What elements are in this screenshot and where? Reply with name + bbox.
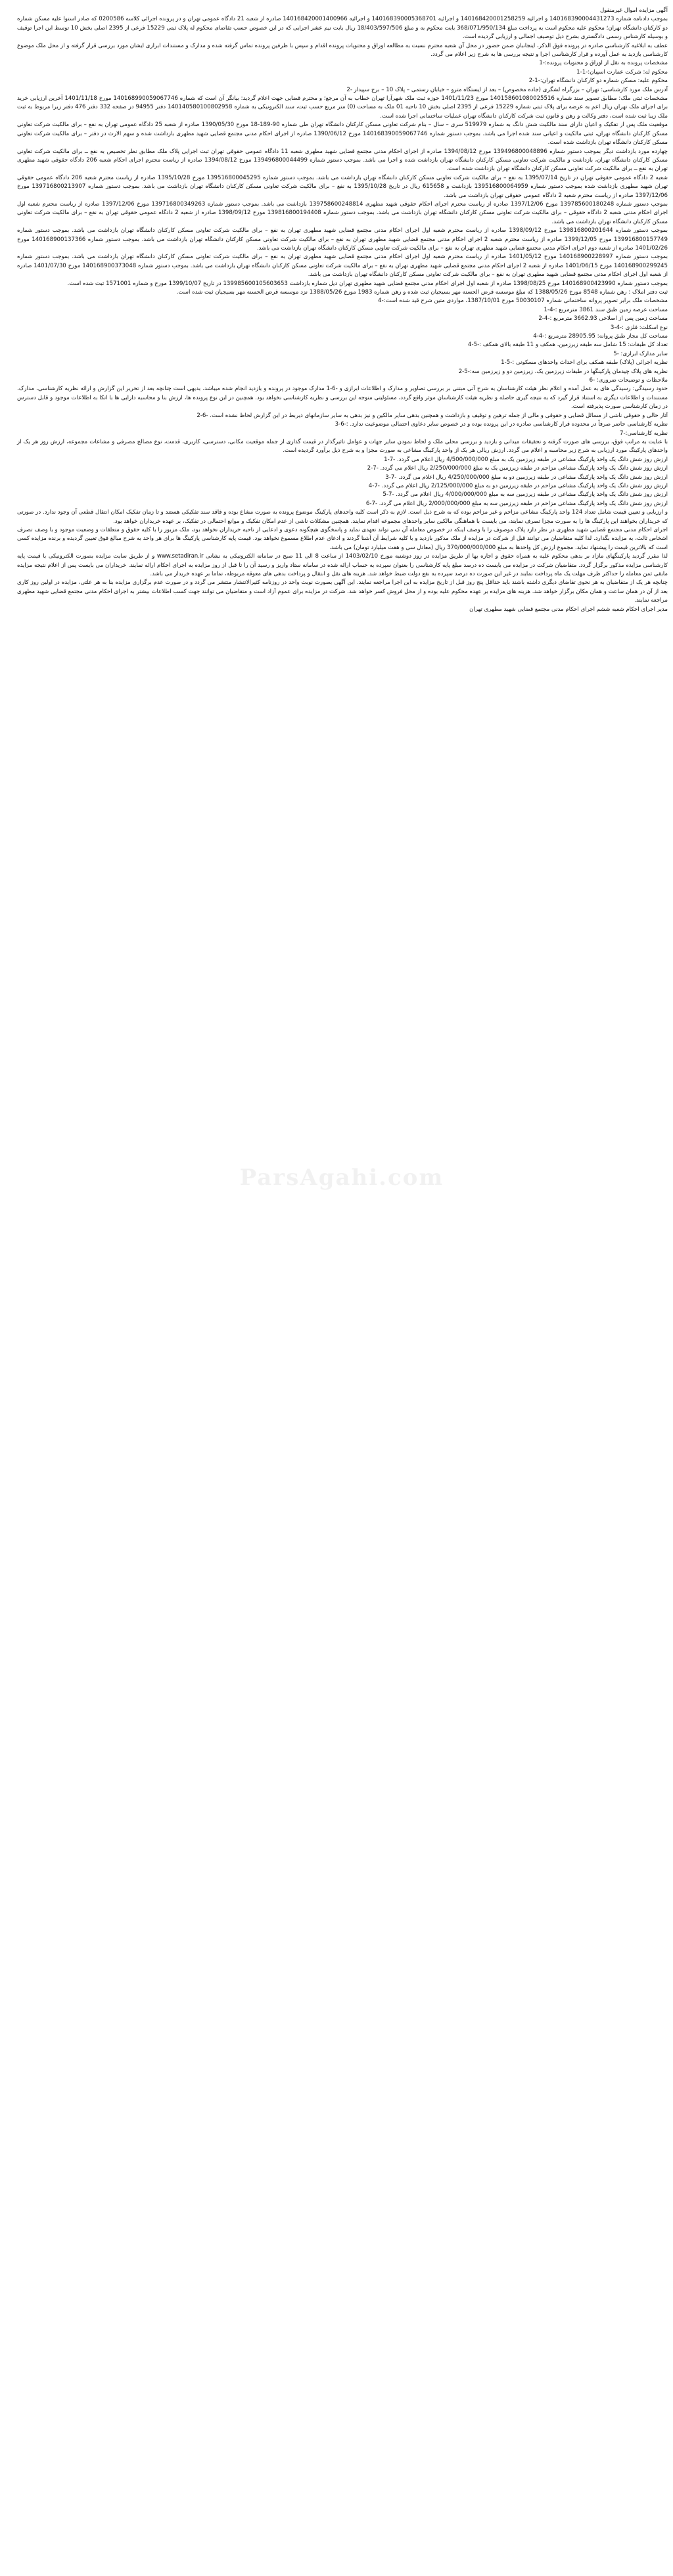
notice-paragraph: نظریه اجرائی (پلاک) طبقه همکف برای احداث واحدهای مسکونی :-5-1 bbox=[501, 359, 668, 366]
notice-paragraph: آدرس ملک مورد کارشناسی: تهران – بزرگراه لشگری (جاده مخصوص) – بعد از ایستگاه مترو – خیابان رستمی – پلاک 10 – برج سپیدار -2 bbox=[346, 86, 668, 93]
notice-paragraph: ارزش روز شش دانگ یک واحد پارکینگ مشاعی در طبقه زیرزمین یک به مبلغ 4/500/000/000 ریال اعلام می گردد. -7-1 bbox=[384, 456, 668, 463]
notice-paragraph: بموجب دستور شماره 139785600180248 مورخ 1397/12/06 صادره از ریاست محترم اجرای احکام حقوقی شهید مطهری 139758600248814 بازداشت می باشد. بموجب دستور شماره 139716800349263 مورخ 1397/12/06 صادره از ریاست محترم شعبه اول اجرای احکام مدنی شعبه 2 دادگاه حقوقی – برای مالکیت شرکت تعاونی مسکن کارکنان دانشگاه تهران بازداشت می باشد. بموجب دستور شماره 139816800194408 مورخ 1398/09/12 صادره از شعبه 2 دادگاه عمومی حقوقی تهران به نفع – برای مالکیت شرکت تعاونی مسکن کارکنان دانشگاه تهران بازداشت می باشد. bbox=[17, 200, 668, 225]
auction-notice bbox=[0, 7, 673, 614]
notice-paragraph: مساحت عرصه زمین طبق سند 3861 مترمربع :-4-1 bbox=[544, 306, 668, 313]
notice-paragraph: بموجب دستور شماره 140168900228997 مورخ 1401/05/12 صادره از ریاست محترم شعبه اول اجرای احکام مدنی مجتمع قضایی شهید مطهری تهران به نفع – برای مالکیت شرکت تعاونی مسکن کارکنان دانشگاه تهران بازداشت می باشد. بموجب دستور شماره 140168900299245 مورخ 1401/06/15 صادره از شعبه 2 اجرای احکام مدنی مجتمع قضایی شهید مطهری تهران به نفع – برای مالکیت شرکت تعاونی مسکن کارکنان دانشگاه تهران بازداشت می باشد. بموجب دستور شماره 140168900373048 مورخ 1401/07/30 صادره از شعبه اول اجرای احکام مدنی مجتمع قضایی شهید مطهری تهران به نفع – برای مالکیت شرکت تعاونی مسکن کارکنان دانشگاه تهران بازداشت می باشد. bbox=[17, 254, 668, 278]
notice-paragraph: نظریه کارشناسی حاضر صرفاً در محدوده قرار کارشناسی صادره در این پرونده بوده و در خصوص سایر دعاوی احتمالی موضوعیت ندارد. :-6-3 bbox=[335, 421, 668, 428]
notice-paragraph: ارزش روز شش دانگ یک واحد پارکینگ مشاعی مزاحم در طبقه زیرزمین سه به مبلغ 2/000/000/000 ریال اعلام می گردد. -7-6 bbox=[365, 500, 668, 507]
notice-paragraph: بموجب دستور شماره 140168900423990 مورخ 1398/08/25 صادره از شعبه اول اجرای احکام مدنی مجتمع قضایی شهید مطهری تهران ذیل شماره بازداشت 139985600105603653 در تاریخ 1399/10/07 مورخ و شماره 1571001 ثبت شده است. bbox=[67, 280, 668, 287]
notice-paragraph: اجرای احکام مدنی مجتمع قضایی شهید مطهری در نظر دارد پلاک موصوف را با وصف اینکه در خصوص معامله آن نمی تواند تعهدی نماید و پاسخگوی هیچگونه دعوی و ادعایی از ناحیه خریداران نخواهد بود، ملک مزبور را با کلیه حقوق و متعلقات و وضعیت موجود و با وصف تصرف اشخاص ثالث، به مزایده بگذارد. لذا کلیه متقاضیان می توانند قبل از شرکت در مزایده از ملک مذکور بازدید و با کلیه شرایط آن آشنا گردند و ادعای عدم اطلاع مسموع نخواهد بود. قیمت پایه کارشناسی پارکینگ ها برای هر واحد به شرح مبالغ فوق تعیین گردیده و برنده مزایده کسی است که بالاترین قیمت را پیشنهاد نماید. مجموع ارزش کل واحدها به مبلغ 370/000/000/000 ریال (معادل سی و هفت میلیارد تومان) می باشد. bbox=[17, 526, 668, 551]
notice-paragraph: موقعیت ملک پس از تفکیک و اعیان دارای سند مالکیت شش دانگ به شماره 519979 سری – سال – بنام شرکت تعاونی مسکن کارکنان دانشگاه تهران طی شماره 90-189-18 مورخ 1390/05/30 صادره از شعبه 25 دادگاه عمومی تهران به نفع – برای مالکیت شرکت تعاونی مسکن کارکنان دانشگاه تهران، ثبتی مالکیت و اعیانی سند شده اجرا می باشد. بموجب دستور شماره 140168390059067746 مورخ 1390/06/12 صادره از اجرای احکام مدنی مجتمع قضایی شهید مطهری بازداشت شده و سهم الارث در دفتر – برای مالکیت شرکت تعاونی مسکن کارکنان دانشگاه تهران بازداشت شده است. bbox=[17, 122, 668, 146]
notice-paragraph: ملاحظات و توضیحات ضروری: -6 bbox=[589, 377, 668, 384]
notice-paragraph: شعبه 2 دادگاه عمومی حقوقی تهران در تاریخ 1395/07/14 به نفع – برای مالکیت شرکت تعاونی مسکن کارکنان دانشگاه تهران بازداشت می باشد. بموجب دستور شماره 139516800045295 مورخ 1395/10/28 صادره از ریاست محترم شعبه 206 دادگاه عمومی حقوقی تهران شهید مطهری بازداشت شده بموجب دستور شماره 139516800064959 بازداشت و 615658 ریال در تاریخ 1395/10/28 به نفع – برای مالکیت شرکت تعاونی مسکن کارکنان دانشگاه تهران بازداشت می باشد. بموجب دستور شماره 139716800213907 مورخ 1397/12/06 صادره از ریاست محترم شعبه 2 دادگاه عمومی حقوقی تهران بازداشت می باشد. bbox=[17, 174, 668, 199]
watermark: ParsAgahi.com bbox=[239, 1165, 444, 1191]
notice-heading: آگهی مزایده اموال غیرمنقول bbox=[599, 7, 668, 14]
notice-paragraph: ارزش روز شش دانگ یک واحد پارکینگ مشاعی مزاحم در طبقه زیرزمین یک به مبلغ 2/250/000/000 ریال اعلام می گردد. -7-2 bbox=[367, 465, 668, 472]
notice-paragraph: بموجب دادنامه شماره 140168390004431273 و اجرائیه 140168420001258259 و اجرائیه 140168390005368701 و اجرائیه 140168420001400966 صادره از شعبه 21 دادگاه عمومی تهران و در پرونده اجرائی کلاسه 0200586 که صادر استوا علیه مسکن شماره دو کارکنان دانشگاه تهران؛ محکوم علیه محکوم است به پرداخت مبلغ 368/071/950/134 بابت محکوم به و مبلغ 18/403/597/506 ریال بابت نیم عشر اجرایی که در این خصوص حسب تقاضای محکوم له پلاک ثبتی 15229 فرعی از 2395 اصلی بخش 10 توسط این اجرا توقیف و بوسیله کارشناس رسمی دادگستری بشرح ذیل توصیف اجمالی و ارزیابی گردیده است. bbox=[17, 16, 668, 41]
notice-paragraph: عطف به ابلاغیه کارشناسی صادره در پرونده فوق الذکر، اینجانبان ضمن حضور در محل آن شعبه محترم نسبت به مطالعه اوراق و محتویات پرونده اقدام و سپس با طرفین پرونده تماس گرفته شده و مدارک و مستندات ابرازی ایشان مورد بررسی قرار گرفته و از محل ملک موضوع کارشناسی بازدید به عمل آورده و قرار کارشناسی اجرا و نتیجه بررسی ها به شرح زیر اعلام می گردد. bbox=[17, 42, 668, 58]
notice-paragraph: و ارزیابی و تعیین قیمت شامل تعداد 124 واحد پارکینگ مشاعی مزاحم و غیر مزاحم بوده که به شرح ذیل است. لازم به ذکر است کلیه واحدهای پارکینگ موضوع پرونده به صورت مشاع بوده و فاقد سند تفکیکی هستند و تا زمان تفکیک امکان انتقال قطعی آن وجود ندارد. در صورتی که خریداران بخواهند این پارکینگ ها را به صورت مجزا تصرف نمایند، می بایست با هماهنگی مالکین سایر واحدهای مجموعه اقدام نمایند. همچنین مشکلات ناشی از عدم امکان تفکیک و موانع احتمالی در تفکیک، بر عهده خریداران خواهد بود. bbox=[17, 509, 668, 525]
notice-paragraph: مدیر اجرای احکام شعبه ششم اجرای احکام مدنی مجتمع قضایی شهید مطهری تهران bbox=[469, 606, 668, 613]
notice-paragraph: لذا مقرر گردید پارکینگهای مازاد بر بدهی محکوم علیه به همراه حقوق و اجاره بها از طریق مزایده در روز دوشنبه مورخ 1403/02/10 از ساعت 8 الی 11 صبح در سامانه الکترونیکی به نشانی www.setadiran.ir و از طریق سایت مزایده بصورت الکترونیکی با قیمت پایه کارشناسی مزایده مذکور برگزار گردد. متقاضیان شرکت در مزایده می بایست ده درصد مبلغ پایه کارشناسی را بعنوان سپرده به حساب ارائه شده در سامانه ستاد واریز و رسید آن را تا قبل از روز مزایده به اجرای احکام ارائه نمایند. خریداران می بایست پس از اعلام نتیجه مزایده مابقی ثمن معامله را حداکثر ظرف مهلت یک ماه پرداخت نمایند در غیر این صورت ده درصد سپرده به نفع دولت ضبط خواهد شد. هزینه های نقل و انتقال و پرداخت بدهی های معوقه مربوطه، تماما بر عهده خریدار می باشد. bbox=[17, 553, 668, 577]
notice-paragraph: سایر مدارک ابرازی: -5 bbox=[613, 350, 668, 357]
notice-paragraph: با عنایت به مراتب فوق، بررسی های صورت گرفته و تحقیقات میدانی و بازدید و بررسی محلی ملک و لحاظ نمودن سایر جهات و عوامل تاثیرگذار در قیمت گذاری از جمله موقعیت مکانی، دسترسی، کاربری، قدمت، نوع مصالح مصرفی و مشاعات مجموعه، ارزش روز هر یک از واحدهای پارکینگ مورد ارزیابی به شرح زیر محاسبه و اعلام می گردد. ارزش ریالی هر یک از واحد پارکینگ مشاعی به صورت مجزا و به شرح ذیل برآورد گردیده است. bbox=[17, 438, 668, 455]
notice-paragraph: ارزش روز شش دانگ یک واحد پارکینگ مشاعی مزاحم در طبقه زیرزمین دو به مبلغ 2/125/000/000 ریال اعلام می گردد. -7-4 bbox=[368, 482, 668, 489]
notice-paragraph: بموجب دستور شماره 139816800201644 مورخ 1398/09/12 صادره از ریاست محترم شعبه اول اجرای احکام مدنی مجتمع قضایی شهید مطهری تهران به نفع – برای مالکیت شرکت تعاونی مسکن کارکنان دانشگاه تهران بازداشت می باشد. بموجب دستور شماره 139916800157749 مورخ 1399/12/05 صادره از ریاست محترم شعبه 2 اجرای احکام مدنی مجتمع قضایی شهید مطهری تهران به نفع – برای مالکیت شرکت تعاونی مسکن کارکنان دانشگاه تهران بازداشت می باشد. بموجب دستور شماره 140168900137366 مورخ 1401/02/26 صادره از شعبه دوم اجرای احکام مدنی مجتمع قضایی شهید مطهری تهران به نفع – برای مالکیت شرکت تعاونی مسکن کارکنان دانشگاه تهران بازداشت می باشد. bbox=[17, 227, 668, 252]
notice-paragraph: تعداد کل طبقات: 15 شامل سه طبقه زیرزمین، همکف و 11 طبقه بالای همکف :-5-4 bbox=[468, 342, 668, 349]
notice-paragraph: مساحت زمین پس از اصلاحی 3662.93 مترمربع :-4-2 bbox=[538, 315, 668, 322]
notice-paragraph: نوع اسکلت: فلزی :-4-3 bbox=[610, 324, 668, 331]
notice-paragraph: چهارده مورد بازداشت دیگر بموجب دستور شماره 139496800048896 مورخ 1394/08/12 صادره از اجرای احکام مدنی مجتمع قضایی شهید مطهری شعبه 11 دادگاه عمومی حقوقی تهران ثبت اجرایی پلاک ملک مطابق نظر تخصیص به نفع ــ برای مالکیت شرکت تعاونی مسکن کارکنان دانشگاه تهران، بازداشت و مالکیت شرکت تعاونی مسکن کارکنان دانشگاه تهران بازداشت شده و اجرا می باشد. بموجب دستور شماره 139496800044499 مورخ 1394/08/12 صادره از ریاست محترم اجرای احکام شعبه 206 دادگاه حقوقی شهید مطهری تهران به نفع ــ برای مالکیت شرکت تعاونی مسکن کارکنان دانشگاه تهران بازداشت شده است. bbox=[17, 148, 668, 173]
notice-paragraph: مشخصات ثبتی ملک: مطابق تصویر سند شماره 140158601080025516 مورخ 1401/11/23 حوزه ثبت ملک شهرآرا تهران خطاب به آن مرجع؛ و محترم قضایی جهت اعلام گردید: بیانگر آن است که شماره 140168990059067746 مورخ 1401/11/18 آخرین ارزیابی خرید برای اجرای ملک تهران ریال اعم به عرضه برای پلاک ثبتی شماره 15229 فرعی از 2395 اصلی بخش 10 ناحیه 01 ملک به مساحت (0) متر مربع حسب ثبت، سند الکترونیکی به شماره 140140580100802958 دفتر 94955 در صفحه 332 دفتر 476 دفتر زیرا مربوط به ثبت ملک زیبا ثبت شده است، دفتر وکالت و رهن و قانون ثبت شرکت کارکنان دانشگاه تهران عملیات ساختمانی اجرا شده است. bbox=[17, 95, 668, 120]
notice-body bbox=[17, 15, 668, 614]
notice-paragraph: چنانچه هر یک از متقاضیان به هر نحوی تقاضای دیگری داشته باشند باید حداقل پنج روز قبل از تاریخ مزایده به این اجرا مراجعه نمایند. این آگهی بصورت نوبت واحد در روزنامه کثیرالانتشار منتشر می گردد و در صورت عدم برگزاری مزایده بنا به هر علتی، مزایده در اولین روز کاری بعد از آن در همان ساعت و همان مکان برگزار خواهد شد. هزینه های مزایده بر عهده محکوم علیه بوده و از محل فروش کسر خواهد شد. شرکت در مزایده برای عموم آزاد است و متقاضیان می توانند جهت کسب اطلاعات بیشتر به اجرای احکام مدنی مجتمع قضایی شهید مطهری مراجعه نمایند. bbox=[17, 579, 668, 604]
notice-paragraph: مشخصات ملک برابر تصویر پروانه ساختمانی شماره 50030107 مورخ 1387/10/01، مواردی متین شرح قید شده است:-4 bbox=[378, 298, 668, 305]
notice-paragraph: مساحت کل مجاز طبق پروانه: 28905.95 مترمربع :-4-4 bbox=[533, 333, 668, 340]
notice-paragraph: آثار حالی و حقوقی ناشی از مسائل قضایی و حقوقی و مالی از جمله ترهین و توقیف و بازداشت و همچنین بدهی سایر مالکین و نیز بدهی به سایر سازمانهای ذیربط در این گزارش لحاظ نشده است. -6-2 bbox=[197, 412, 668, 419]
notice-paragraph: نظریه کارشناسی:-7 bbox=[619, 430, 668, 437]
notice-paragraph: حدود رسیدگی: رسیدگی های به عمل آمده و اعلام نظر هیئت کارشناسان به شرح آتی مبتنی بر بررسی تصاویر و مدارک و اطلاعات ابرازی و -6-1 مدارک موجود در پرونده و بازدید انجام شده میباشد. بدیهی است چنانچه بعد از تحریر این گزارش و ارائه نظریه کارشناسی، مدارک، مستندات و اطلاعات دیگری به استناد قرار گیرد که به نتیجه گیری حاصله و نظریه هیئت کارشناسان موثر واقع گردد، مسئولیتی متوجه این بررسی و نظریه کارشناسی نخواهد بود. همچنین در این نوع پرونده ها، ارزش بنا و محاسبه دارایی ها با اتکا به اطلاعات موجود و قابل دسترس در زمان کارشناسی صورت پذیرفته است. bbox=[17, 386, 668, 411]
notice-paragraph: محکوم له: شرکت عمارت اسپیان:-1-1 bbox=[576, 68, 668, 76]
notice-paragraph: مشخصات پرونده به نقل از اوراق و محتویات پرونده:-1 bbox=[539, 60, 668, 67]
notice-paragraph: نظریه های پلاک چیدمان پارکینگها در طبقات زیرزمین یک، زیرزمین دو و زیرزمین سه:-5-2 bbox=[458, 368, 668, 375]
notice-paragraph: ارزش روز شش دانگ یک واحد پارکینگ مشاعی در طبقه زیرزمین سه به مبلغ 4/000/000/000 ریال اعلام می گردد. -7-5 bbox=[383, 491, 668, 499]
notice-paragraph: محکوم علیه: مسکن شماره دو کارکنان دانشگاه تهران:-1-2 bbox=[528, 78, 668, 85]
notice-paragraph: ثبت دفتر املاک : رهن شماره 8548 مورخ 1388/05/26 که مبلغ موسسه قرض الحسنه مهر بسیجیان ثبت شده و رهن شماره 1983 مورخ 1388/05/26 نزد موسسه قرض الحسنه مهر بسیجیان ثبت شده است. bbox=[176, 289, 668, 296]
notice-paragraph: ارزش روز شش دانگ یک واحد پارکینگ مشاعی در طبقه زیرزمین دو به مبلغ 4/250/000/000 ریال اعلام می گردد. -7-3 bbox=[385, 474, 668, 481]
